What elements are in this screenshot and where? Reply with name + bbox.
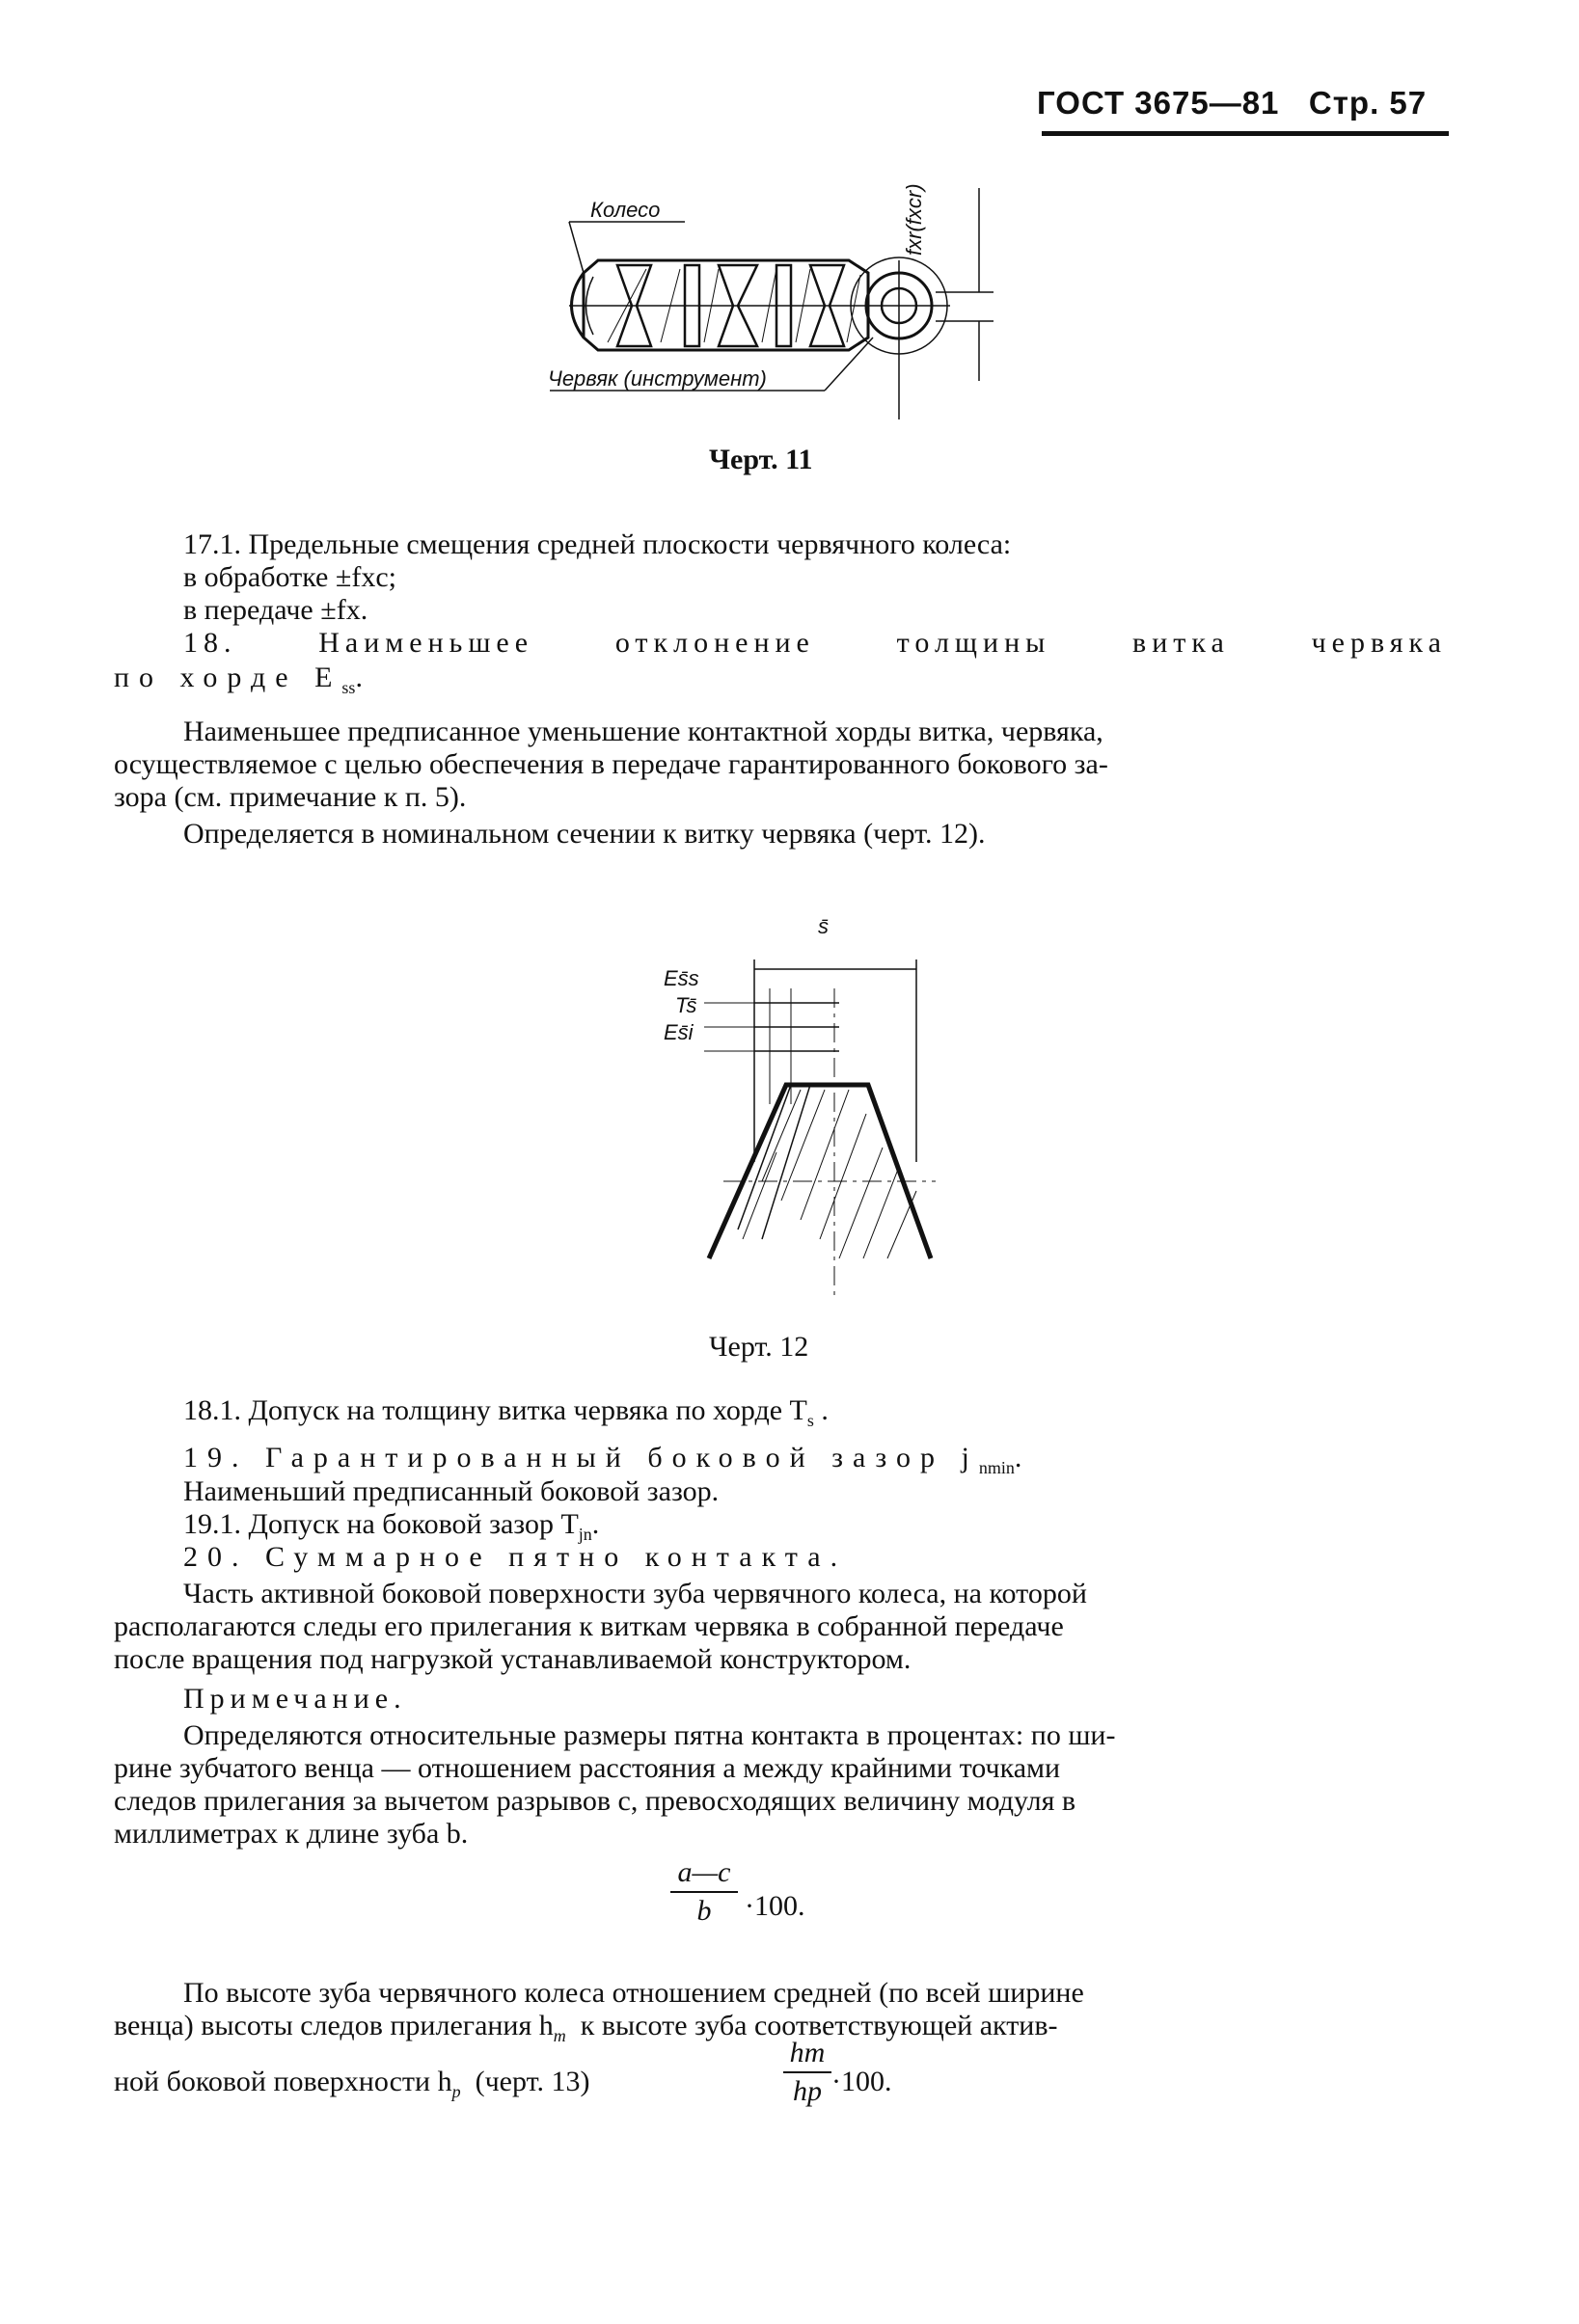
figure-12-label-ts: Ts̄: [675, 993, 697, 1017]
figure-11-label-wheel: Колесо: [590, 198, 661, 222]
p18-title-line-b: по хорде $E_{ss}$.: [114, 662, 372, 697]
p19-desc: Наименьший предписанный боковой зазор.: [183, 1475, 720, 1507]
p18-desc-4: Определяется в номинальном сечении к витку червяка (черт. 12).: [183, 818, 986, 850]
note-title: Примечание.: [183, 1683, 407, 1715]
p18-desc-2: осуществляемое с целью обеспечения в передаче гарантированного бокового за-: [114, 748, 1108, 780]
height-line-2: [114, 2010, 1058, 2052]
formula-2-denominator: hp: [793, 2075, 822, 2107]
p19-1-text: 19.1. Допуск на боковой зазор T: [183, 1508, 579, 1540]
height-line-2-sub: m: [553, 2026, 566, 2045]
note-line-2: рине зубчатого венца — отношением расстояния a между крайними точками: [114, 1752, 1061, 1784]
figure-11-caption: Черт. 11: [709, 444, 813, 475]
figure-12-label-ess: Es̄s: [664, 966, 699, 990]
height-line-3: [114, 2066, 589, 2108]
p19-1-line: 19.1. Допуск на боковой зазор $T_{jn}$.: [183, 1508, 600, 1544]
p17-1-line-b: в обработке ±fxc;: [183, 561, 396, 593]
p18-title-sub: ss: [341, 678, 356, 697]
figure-11-label-worm: Червяк (инструмент): [548, 366, 767, 391]
height-line-3-tail: (черт. 13): [475, 2066, 590, 2097]
standard-number: ГОСТ 3675—81: [1037, 85, 1280, 121]
height-line-3-text: ной боковой поверхности h: [114, 2066, 452, 2097]
p18-desc-1: Наименьшее предписанное уменьшение контактной хорды витка, червяка,: [183, 716, 1103, 747]
p20-desc-3: после вращения под нагрузкой устанавливаемой конструктором.: [114, 1643, 912, 1675]
formula-1-tail: ·100.: [745, 1890, 805, 1922]
formula-1-numerator: a—c: [677, 1856, 731, 1888]
page-number: Стр. 57: [1308, 85, 1428, 121]
p18-1-sub: s: [806, 1411, 814, 1430]
formula-2-bar: [783, 2071, 831, 2073]
height-line-2-text: венца) высоты следов прилегания h: [114, 2010, 554, 2041]
formula-1-fraction: [670, 1856, 738, 1928]
formula-2-tail: ·100.: [831, 2066, 892, 2097]
p18-title-line-a: 18. Наименьшее отклонение толщины витка червяка: [183, 627, 1447, 659]
note-line-3: следов прилегания за вычетом разрывов c, превосходящих величину модуля в: [114, 1785, 1076, 1817]
p20-desc-2: располагаются следы его прилегания к виткам червяка в собранной передаче: [114, 1610, 1064, 1642]
figure-11-label-offset: fxr(fxcr): [902, 183, 926, 256]
note-line-1: Определяются относительные размеры пятна контакта в процентах: по ши-: [183, 1719, 1116, 1751]
height-line-3-sub: p: [451, 2082, 461, 2101]
note-line-4: миллиметрах к длине зуба b.: [114, 1818, 469, 1850]
figure-12-label-esi: Es̄i: [664, 1020, 694, 1044]
header-rule: [1042, 131, 1449, 136]
p18-1-text: 18.1. Допуск на толщину витка червяка по хорде T: [183, 1394, 807, 1426]
p18-1-line: 18.1. Допуск на толщину витка червяка по хорде $T_s$ .: [183, 1394, 829, 1430]
formula-2-fraction: [783, 2037, 831, 2108]
p18-desc-3: зора (см. примечание к п. 5).: [114, 781, 467, 813]
p19-1-sub: jn: [578, 1525, 592, 1544]
formula-1-bar: [670, 1891, 738, 1893]
p17-1-line-c: в передаче ±fx.: [183, 594, 368, 626]
height-line-1: По высоте зуба червячного колеса отношением средней (по всей ширине: [183, 1977, 1084, 2009]
formula-2-numerator: hm: [789, 2037, 826, 2068]
page-header: [1037, 85, 1447, 122]
p18-title-text: по хорде E: [114, 662, 342, 693]
height-line-2-tail: к высоте зуба соответствующей актив-: [580, 2010, 1058, 2041]
p20-title-line: 20. Суммарное пятно контакта.: [183, 1541, 848, 1573]
p17-1-line-a: 17.1. Предельные смещения средней плоскости червячного колеса:: [183, 528, 1012, 560]
p19-title-text: 19. Гарантированный боковой зазор j: [183, 1442, 979, 1473]
p20-desc-1: Часть активной боковой поверхности зуба червячного колеса, на которой: [183, 1578, 1087, 1609]
figure-12-label-s: s̄: [818, 914, 829, 938]
p19-title-sub: nmin: [978, 1458, 1015, 1477]
figure-12-caption: Черт. 12: [709, 1331, 809, 1363]
p19-title-line: 19. Гарантированный боковой зазор $j_{nmin}$.: [183, 1442, 1032, 1477]
formula-1-denominator: b: [696, 1895, 712, 1927]
